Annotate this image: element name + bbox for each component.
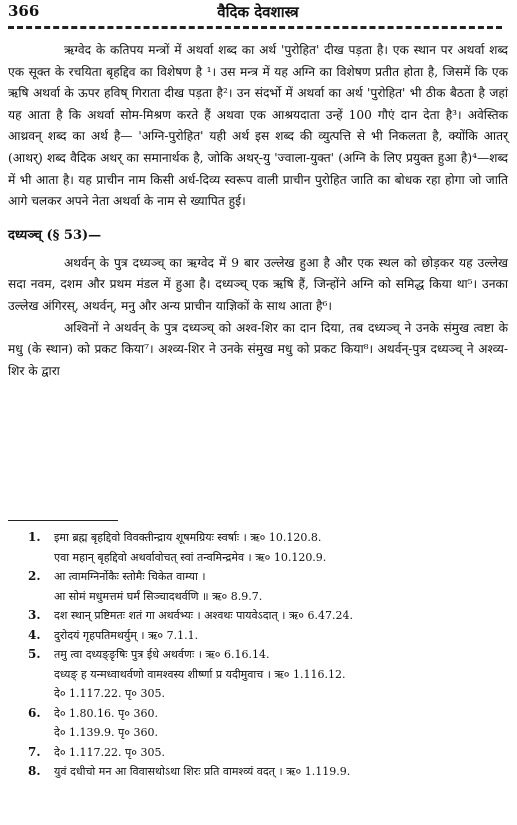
footnote-line: आ त्वामग्निर्नोकैः स्तोमैः चिकेत वाम्या । [54,570,206,583]
footnote [28,762,508,782]
footnote-line: दे० 1.80.16. पृ० 360. [54,706,158,720]
footnote-line: दध्यङ् ह यन्मध्वाथर्वणो वामश्वस्य शीर्ष्णा प्र यदीमुवाच । ऋ० 1.116.12. [54,667,346,681]
footnote-line: एवा महान् बृहद्दिवो अथर्वावोचत् स्वां तन्वमिन्द्रमेव । ऋ० 10.120.9. [54,550,327,564]
footnote [28,567,508,606]
footnote-line: दे० 1.117.22. पृ० 305. [54,687,165,700]
footnote-line: युवं दधीचो मन आ विवासथोऽथा शिरः प्रति वामश्व्यं वदत् । ऋ० 1.119.9. [54,765,351,778]
footnote-separator [8,520,118,521]
footnote-line: दे० 1.117.22. पृ० 305. [54,745,165,759]
footnote [28,743,508,763]
footnote-line: इमा ब्रह्म बृहद्दिवो विवक्तीन्द्राय शूषमग्रियः स्वर्षाः । ऋ० 10.120.8. [54,531,322,544]
footnote-number: 1. [28,530,41,544]
paragraph: ऋग्वेद के कतिपय मन्त्रों में अथर्वा शब्द का अर्थ 'पुरोहित' दीख पड़ता है। एक स्थान पर अथर्वा शब्द एक सूक्त के रचयिता बृहद्दिव का विशेषण है ¹। उस मन्त्र में यह अग्नि का विशेषण प्रतीत होता है, जिसमें कि एक ऋषि अथर्वा के ऊपर हविष् गिराता दीख पड़ता है²। उन संदर्भो में अथर्वा का अर्थ 'पुरोहित' भी ठीक बैठता है जहां यह आता है कि अथर्वा सोम-मिश्रण करते हैं अथवा एक आश्रयदाता उन्हें 100 गौएं दान देता है³। अवेस्तिक आथ्रवन् शब्द का अर्थ है— 'अग्नि-पुरोहित' यही अर्थ इस शब्द की व्युत्पत्ति से भी निकलता है, क्योंकि आतर् (आथर्) शब्द वैदिक अथर् का समानार्थक है, जोकि अथर्-यु 'ज्वाला-युक्त' (अग्नि के लिए प्रयुक्त हुआ है)⁴—शब्द में भी आता है। यह प्राचीन नाम किसी अर्ध-दिव्य स्वरूप वाली प्राचीन पुरोहित जाति का बोधक रहा होगा जो जाति आगे चलकर अपने नेता अथर्वा के नाम से ख्यापित हुई। [8,43,508,209]
header-rule [8,26,502,33]
footnote-number: 8. [28,764,41,778]
footnotes [28,528,508,782]
footnote-line: दुरोदयं गृहपतिमथर्युम् । ऋ० 7.1.1. [54,628,199,642]
footnote [28,645,508,704]
footnote-number: 7. [28,744,41,759]
footnote [28,704,508,743]
running-title: वैदिक देवशास्त्र [217,3,299,21]
footnote-number: 3. [28,608,41,622]
footnote-line: दे० 1.139.9. पृ० 360. [54,726,158,739]
footnote-line: आ सोमं मधुमत्तमं घर्मं सिञ्चादथर्वणि ॥ ऋ० 8.9.7. [54,589,263,603]
footnote [28,528,508,567]
footnote-number: 4. [28,627,41,642]
page-number: 366 [8,2,40,20]
footnote-number: 6. [28,705,41,720]
footnote-line: दश स्थान् प्रष्टिमतः शतं गा अथर्वभ्यः । अश्वथः पायवेऽदात् । ऋ० 6.47.24. [54,609,354,622]
footnote [28,606,508,626]
section-heading: दध्यञ्च् (§ 53)— [8,227,102,243]
main-text [8,40,508,382]
footnote-number: 2. [28,569,41,583]
paragraph: अश्विनों ने अथर्वन् के पुत्र दध्यञ्च् को अश्व-शिर का दान दिया, तब दध्यञ्च् ने उनके संमुख त्वष्टा के मधु (के स्थान) को प्रकट किया⁷। अश्व्य-शिर ने उनके संमुख मधु को प्रकट किया⁸। अथर्वन्-पुत्र दध्यञ्च् ने अश्व्य-शिर के द्वारा [8,320,508,378]
footnote [28,626,508,646]
paragraph: अथर्वन् के पुत्र दध्यञ्च् का ऋग्वेद में 9 बार उल्लेख हुआ है और एक स्थल को छोड़कर यह उल्लेख सदा नवम, दशम और प्रथम मंडल में हुआ है। दध्यञ्च् एक ऋषि हैं, जिन्होंने अग्नि को समिद्ध किया था⁵। उनका उल्लेख अंगिरस्, अथर्वन्, मनु और अन्य प्राचीन याज्ञिकों के साथ आता है⁶। [8,255,508,313]
footnote-number: 5. [28,647,41,661]
page-header [8,2,508,24]
footnote-line: तमु त्वा दध्यङ्ङृषिः पुत्र ईधे अथर्वणः । ऋ० 6.16.14. [54,648,270,661]
